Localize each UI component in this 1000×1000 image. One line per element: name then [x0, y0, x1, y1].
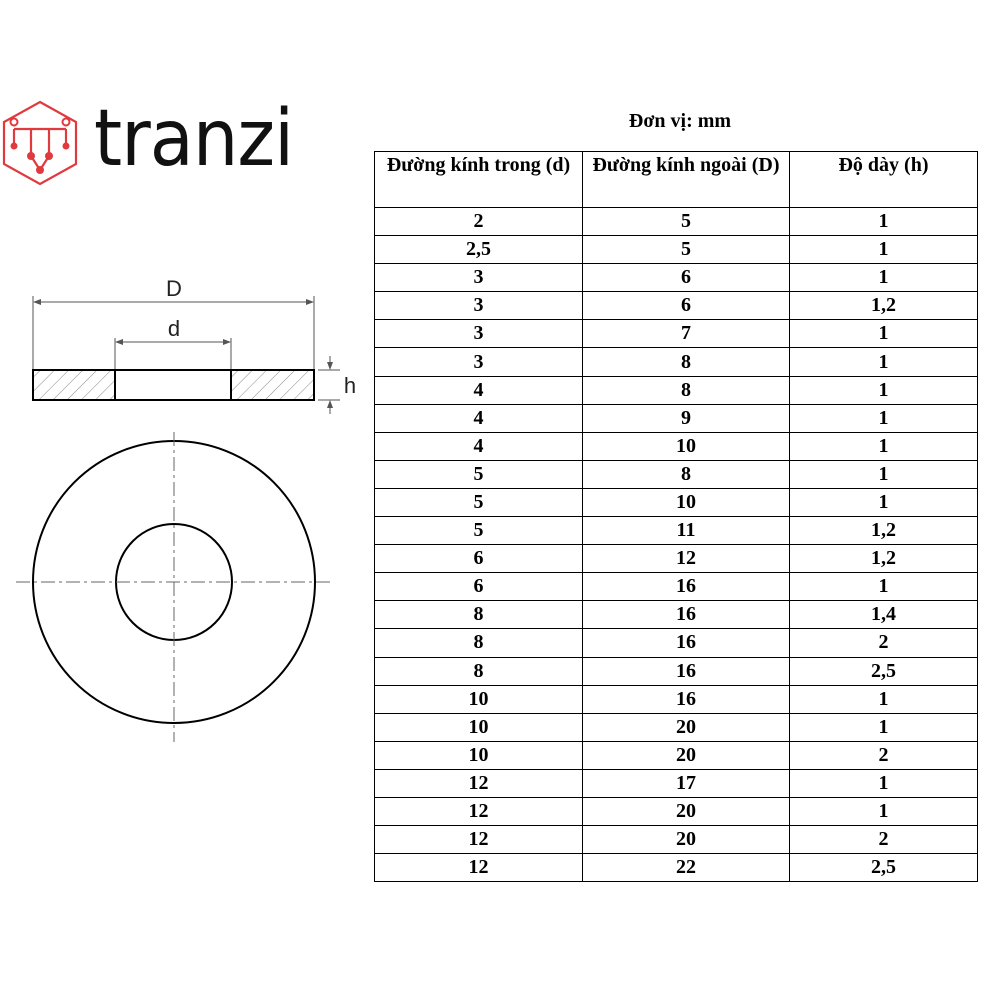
- cell-outer-diameter: 8: [583, 376, 790, 404]
- cell-thickness: 2,5: [790, 657, 978, 685]
- cell-thickness: 1,2: [790, 292, 978, 320]
- cell-thickness: 2: [790, 826, 978, 854]
- cell-outer-diameter: 5: [583, 236, 790, 264]
- cell-outer-diameter: 16: [583, 685, 790, 713]
- cell-inner-diameter: 4: [375, 376, 583, 404]
- cell-thickness: 1: [790, 488, 978, 516]
- dim-thickness-label: h: [343, 373, 357, 398]
- cell-inner-diameter: 5: [375, 517, 583, 545]
- unit-label: Đơn vị: mm: [628, 110, 732, 132]
- cell-inner-diameter: 6: [375, 545, 583, 573]
- brand-wordmark: tranzi: [94, 94, 294, 184]
- table-row: [375, 432, 978, 460]
- cell-inner-diameter: 3: [375, 320, 583, 348]
- cell-outer-diameter: 12: [583, 545, 790, 573]
- table-row: [375, 629, 978, 657]
- cell-inner-diameter: 10: [375, 713, 583, 741]
- cell-inner-diameter: 5: [375, 460, 583, 488]
- cell-inner-diameter: 2: [375, 208, 583, 236]
- table-row: [375, 769, 978, 797]
- cell-outer-diameter: 20: [583, 713, 790, 741]
- cell-thickness: 1: [790, 460, 978, 488]
- table-row: [375, 236, 978, 264]
- cell-inner-diameter: 8: [375, 657, 583, 685]
- cell-outer-diameter: 20: [583, 826, 790, 854]
- table-row: [375, 854, 978, 882]
- cell-outer-diameter: 20: [583, 741, 790, 769]
- table-row: [375, 376, 978, 404]
- cell-outer-diameter: 16: [583, 657, 790, 685]
- header-thickness: Độ dày (h): [790, 152, 978, 208]
- table-row: [375, 348, 978, 376]
- table-row: [375, 292, 978, 320]
- cell-thickness: 1: [790, 769, 978, 797]
- cell-inner-diameter: 2,5: [375, 236, 583, 264]
- header-inner-diameter: Đường kính trong (d): [375, 152, 583, 208]
- cell-thickness: 1: [790, 432, 978, 460]
- cell-inner-diameter: 3: [375, 292, 583, 320]
- table-body: [375, 208, 978, 882]
- cell-outer-diameter: 9: [583, 404, 790, 432]
- cell-thickness: 1,2: [790, 545, 978, 573]
- cell-thickness: 1: [790, 264, 978, 292]
- cell-outer-diameter: 5: [583, 208, 790, 236]
- table-row: [375, 488, 978, 516]
- cell-inner-diameter: 3: [375, 348, 583, 376]
- washer-spec-table: [374, 151, 978, 882]
- cell-outer-diameter: 8: [583, 348, 790, 376]
- table-row: [375, 713, 978, 741]
- cell-thickness: 1: [790, 208, 978, 236]
- cell-inner-diameter: 3: [375, 264, 583, 292]
- cell-outer-diameter: 8: [583, 460, 790, 488]
- cell-outer-diameter: 10: [583, 488, 790, 516]
- cell-inner-diameter: 12: [375, 854, 583, 882]
- table-row: [375, 320, 978, 348]
- cell-thickness: 2: [790, 741, 978, 769]
- table-row: [375, 545, 978, 573]
- cell-inner-diameter: 12: [375, 769, 583, 797]
- tranzi-logo-icon: [0, 98, 96, 194]
- cell-thickness: 1: [790, 797, 978, 825]
- cell-inner-diameter: 8: [375, 601, 583, 629]
- table-row: [375, 741, 978, 769]
- cell-thickness: 1,4: [790, 601, 978, 629]
- cell-outer-diameter: 10: [583, 432, 790, 460]
- dim-inner-label: d: [167, 316, 181, 341]
- cell-outer-diameter: 11: [583, 517, 790, 545]
- cell-outer-diameter: 16: [583, 629, 790, 657]
- table-row: [375, 404, 978, 432]
- cell-thickness: 1: [790, 685, 978, 713]
- cell-thickness: 1: [790, 404, 978, 432]
- cell-outer-diameter: 7: [583, 320, 790, 348]
- cell-thickness: 1: [790, 376, 978, 404]
- cell-thickness: 1: [790, 320, 978, 348]
- dim-outer-label: D: [166, 276, 182, 301]
- cell-inner-diameter: 10: [375, 741, 583, 769]
- cell-thickness: 1: [790, 713, 978, 741]
- cell-outer-diameter: 6: [583, 292, 790, 320]
- cell-thickness: 1: [790, 236, 978, 264]
- cell-outer-diameter: 16: [583, 573, 790, 601]
- cell-inner-diameter: 4: [375, 432, 583, 460]
- cell-outer-diameter: 17: [583, 769, 790, 797]
- table-row: [375, 797, 978, 825]
- cell-inner-diameter: 8: [375, 629, 583, 657]
- table-row: [375, 826, 978, 854]
- table-row: [375, 460, 978, 488]
- table-row: [375, 601, 978, 629]
- table-row: [375, 573, 978, 601]
- cell-outer-diameter: 20: [583, 797, 790, 825]
- cell-thickness: 1: [790, 348, 978, 376]
- cell-inner-diameter: 12: [375, 826, 583, 854]
- table-row: [375, 517, 978, 545]
- header-outer-diameter: Đường kính ngoài (D): [583, 152, 790, 208]
- table-row: [375, 685, 978, 713]
- cell-inner-diameter: 12: [375, 797, 583, 825]
- cell-outer-diameter: 16: [583, 601, 790, 629]
- cell-outer-diameter: 22: [583, 854, 790, 882]
- cell-inner-diameter: 5: [375, 488, 583, 516]
- table-header-row: [375, 152, 978, 208]
- cell-outer-diameter: 6: [583, 264, 790, 292]
- cell-thickness: 1,2: [790, 517, 978, 545]
- cell-inner-diameter: 6: [375, 573, 583, 601]
- cell-thickness: 2,5: [790, 854, 978, 882]
- table-row: [375, 208, 978, 236]
- cell-inner-diameter: 4: [375, 404, 583, 432]
- table-row: [375, 657, 978, 685]
- washer-technical-drawing: [0, 260, 370, 750]
- cell-thickness: 2: [790, 629, 978, 657]
- cell-inner-diameter: 10: [375, 685, 583, 713]
- cell-thickness: 1: [790, 573, 978, 601]
- table-row: [375, 264, 978, 292]
